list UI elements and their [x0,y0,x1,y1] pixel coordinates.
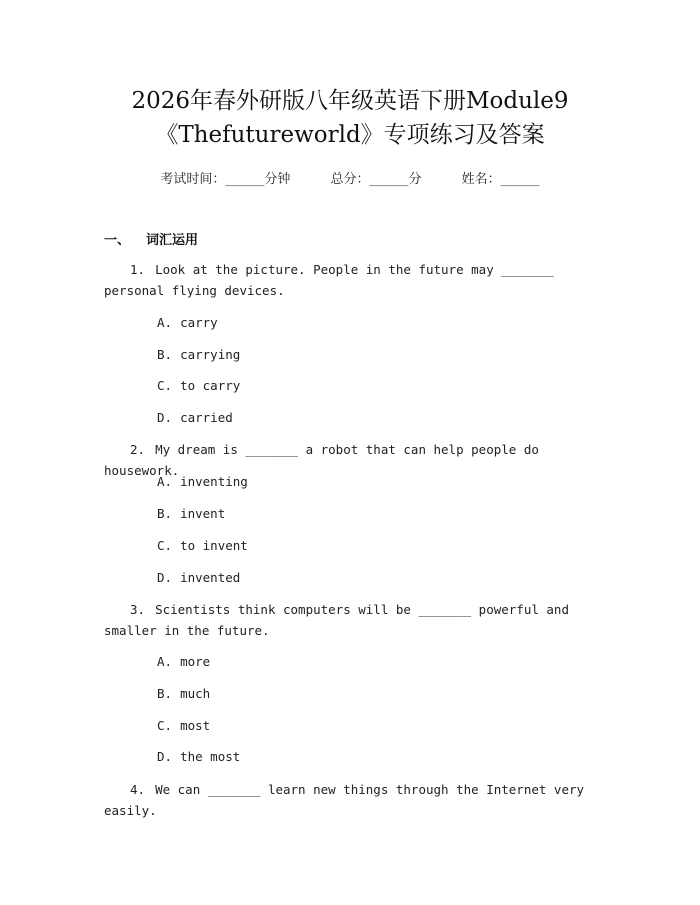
option-text: carrying [180,347,241,362]
question-number: 3. [130,602,146,617]
section-title: 词汇运用 [146,233,199,248]
option-letter: C. [157,538,173,553]
option-text: most [180,718,211,733]
exam-time-field: 考试时间：______分钟 [160,172,291,187]
option-text: inventing [180,474,248,489]
question-3-option-d [157,749,240,764]
exam-info-row [0,168,700,187]
question-1-option-d [157,410,233,425]
question-1 [104,259,604,301]
question-2-option-c [157,538,248,553]
option-letter: A. [157,474,173,489]
option-text: more [180,654,211,669]
document-title-line-2: 《Thefutureworld》专项练习及答案 [155,122,545,148]
question-3-option-c [157,718,210,733]
section-heading [104,229,198,248]
question-2-option-a [157,474,248,489]
option-text: much [180,686,211,701]
question-4 [104,779,604,821]
section-number: 一、 [104,233,131,248]
question-text: My dream is _______ a robot that can help people do housework. [104,442,539,478]
question-1-option-c [157,378,240,393]
question-number: 1. [130,262,146,277]
option-letter: C. [157,378,173,393]
option-letter: D. [157,749,173,764]
student-name-field: 姓名：______ [461,172,540,187]
total-score-field: 总分：______分 [330,172,422,187]
question-text: We can _______ learn new things through the Internet very easily. [104,782,585,818]
option-text: invent [180,506,226,521]
option-text: to invent [180,538,248,553]
question-1-option-a [157,315,218,330]
option-letter: A. [157,315,173,330]
option-text: carried [180,410,233,425]
question-text: Scientists think computers will be _______ powerful and smaller in the future. [104,602,569,638]
question-text: Look at the picture. People in the future may _______ personal flying devices. [104,262,554,298]
question-3 [104,599,604,641]
option-text: invented [180,570,241,585]
question-3-option-b [157,686,210,701]
question-1-option-b [157,347,240,362]
option-letter: B. [157,686,173,701]
document-title-line-1: 2026年春外研版八年级英语下册Module9 [131,88,569,114]
question-number: 2. [130,442,146,457]
option-letter: D. [157,410,173,425]
question-3-option-a [157,654,210,669]
option-text: carry [180,315,218,330]
option-letter: D. [157,570,173,585]
option-letter: B. [157,506,173,521]
option-letter: C. [157,718,173,733]
question-2-option-b [157,506,225,521]
option-letter: B. [157,347,173,362]
option-text: the most [180,749,241,764]
question-2-option-d [157,570,240,585]
question-number: 4. [130,782,146,797]
option-letter: A. [157,654,173,669]
option-text: to carry [180,378,241,393]
